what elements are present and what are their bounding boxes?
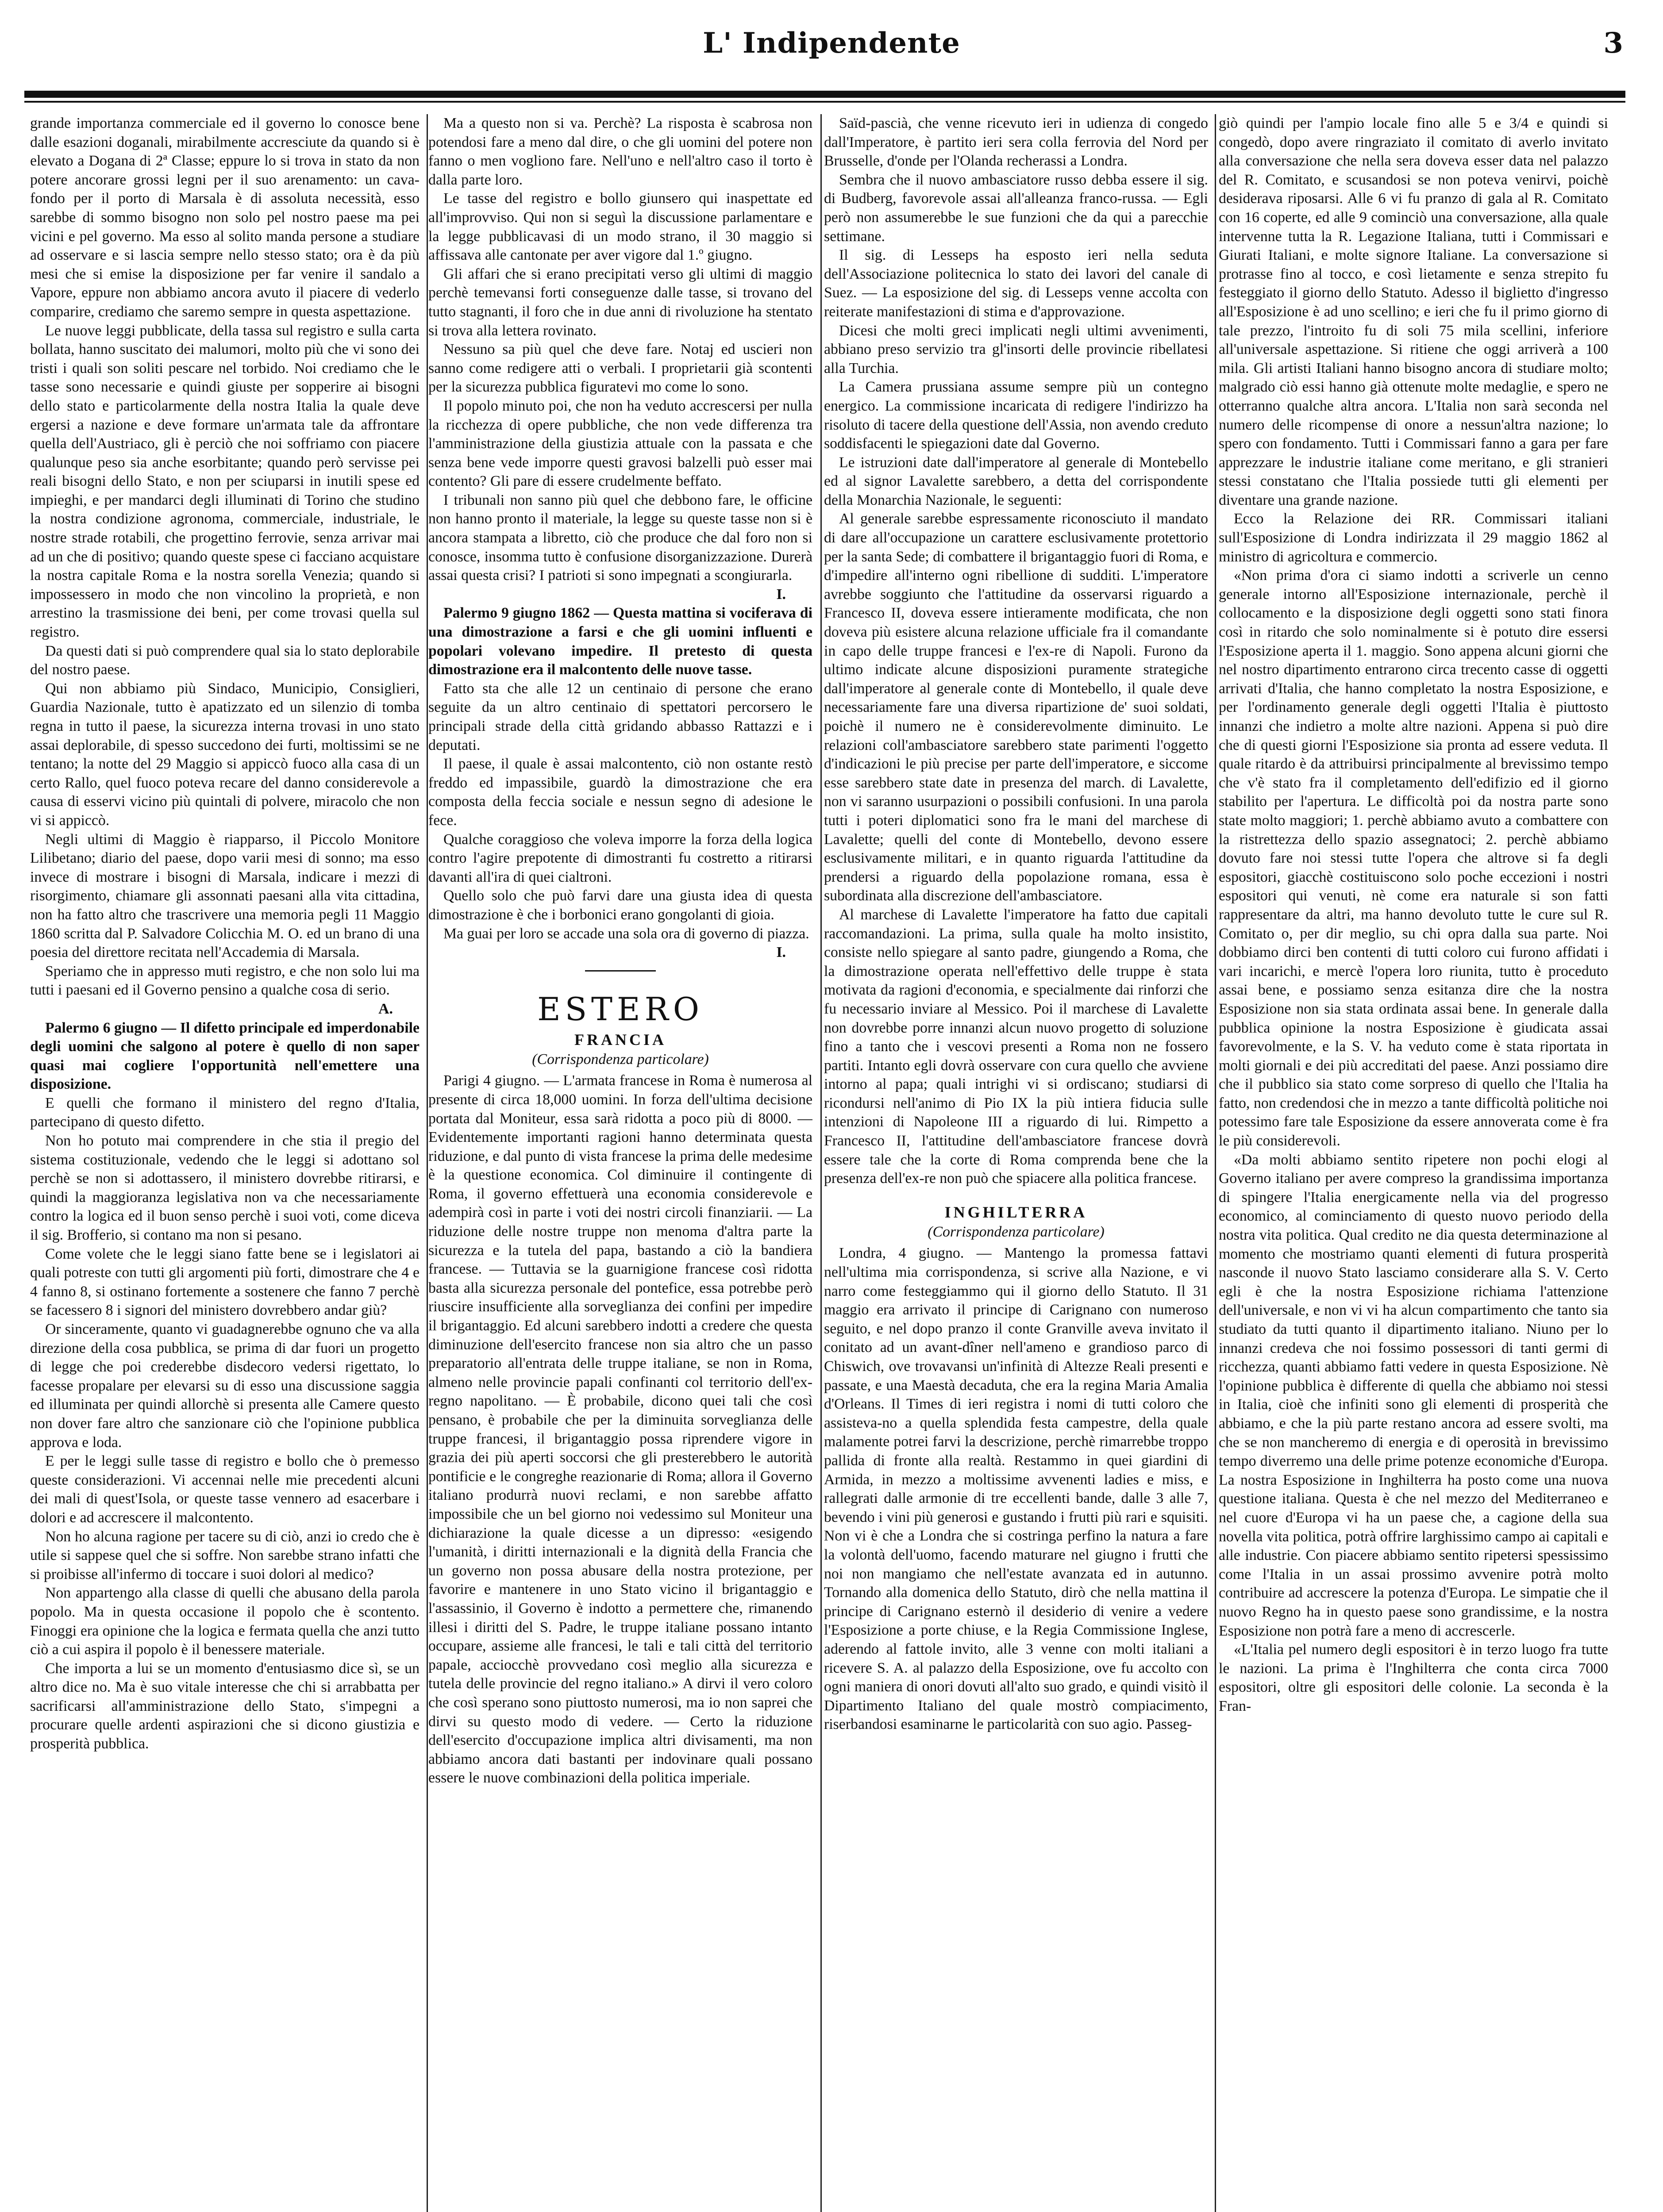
paragraph: giò quindi per l'ampio locale fino alle 5 e 3/4 e quindi si congedò, dopo avere ringraziato il comitato di averlo invitato alla conversazione che nella sera doveva esser data nel palazzo del R. Comitato, e scusandosi se non poteva venirvi, poichè desiderava riposarsi. Alle 6 vi fu pranzo di gala al R. Comitato con 16 coperte, ed alle 9 cominciò una conversazione, alla quale intervenne tutta la R. Legazione Italiana, tutti i Commissari e Giurati Italiani, e molte signore Italiane. La conversazione si protrasse fino al tocco, e così lietamente e senza strepito fu festeggiato il giorno dello Statuto. Adesso il biglietto d'ingresso all'Esposizione è ad uno scellino; e ieri che fu il primo giorno di tale prezzo, l'introito fu di soli 75 mila scellini, inferiore all'universale aspettazione. Si ritiene che oggi arriverà a 100 mila. Gli artisti Italiani hanno bisogno ancora di studiare molto; malgrado ciò essi hanno già ottenute molte medaglie, e spero ne otterranno qualche altra ancora. L'Italia non sarà seconda nel numero delle ricompense di onore a nessun'altra nazione; lo spero con fondamento. Tutti i Commissari fanno a gara per fare apprezzare le industrie italiane come meritano, e gli stranieri stessi constatano che l'Italia possiede tutti gli elementi per diventare una grande nazione. — [1219, 115, 1608, 508]
signature: A. — [378, 1000, 393, 1017]
paragraph: Ma a questo non si va. Perchè? La risposta è scabrosa non potendosi fare a meno dal dire, o che gli uomini del potere non fanno o men vogliono fare. Nell'uno e nell'altro caso il torto è dalla parte loro. — [428, 115, 812, 188]
paragraph: Il paese, il quale è assai malcontento, ciò non ostante restò freddo ed impassibile, guardò la dimostrazione che era composta della feccia sociale e nessun segno di adesione le fece. — [428, 756, 812, 829]
column-1 — [30, 114, 420, 2212]
dateline-paragraph: Palermo 9 giugno 1862 — Questa mattina si vociferava di una dimostrazione a farsi e che gli uomini influenti e popolari volevano impedire. Il pretesto di questa dimostrazione era il malcontento delle nuove tasse. — [428, 605, 812, 678]
section-heading-estero: ESTERO — [537, 990, 704, 1028]
paragraph: Le tasse del registro e bollo giunsero qui inaspettate ed all'improvviso. Qui non si seguì la discussione parlamentare e la legge pubblicavasi di un modo strano, il 30 maggio si affissava alle cantonate per aver vigore dal 1.º giugno. — [428, 190, 812, 264]
paragraph: Il sig. di Lesseps ha esposto ieri nella seduta dell'Associazione politecnica lo stato dei lavori del canale di Suez. — La esposizione del sig. di Lesseps venne accolta con reiterate manifestazioni di stima e d'approvazione. — [824, 247, 1208, 320]
section-rule — [585, 970, 656, 972]
paragraph: Negli ultimi di Maggio è riapparso, il Piccolo Monitore Lilibetano; diario del paese, dopo varii mesi di sonno; ma esso invece di mostrare i bisogni di Marsala, indicare i mezzi di risorgimento, chiamare gli assonnati paesani alla vita cittadina, non ha fatto altro che trascrivere una memoria pegli 11 Maggio 1860 scritta dal P. Salvadore Colicchia M. O. ed un brano di una poesia del direttore recitata nell'Accademia di Marsala. — [30, 831, 420, 961]
newspaper-title: L' Indipendente — [703, 27, 960, 60]
paragraph: Or sinceramente, quanto vi guadagnerebbe ognuno che va alla direzione della cosa pubblica, se prima di dar fuori un progetto di legge che poi crederebbe disdecoro vedersi rigettato, lo facesse propalare per elevarsi su di esso una discussione saggia ed illuminata per quindi allorchè si presenta alle Camere questo non dover fare altro che sanzionare ciò che l'opinione pubblica approva e loda. — [30, 1321, 420, 1451]
paragraph: Qualche coraggioso che voleva imporre la forza della logica contro l'agire prepotente di dimostranti fu costretto a ritirarsi davanti all'ira di quei cialtroni. — [428, 831, 812, 885]
column-divider — [820, 114, 822, 2212]
paragraph: Nessuno sa più quel che deve fare. Notaj ed uscieri non sanno come redigere atti o verbali. I proprietarii già scontenti per la sicurezza pubblica figuratevi mo come lo sono. — [428, 341, 812, 396]
paragraph: Il popolo minuto poi, che non ha veduto accrescersi per nulla la ricchezza di opere pubbliche, che non vede differenza tra l'amministrazione della giustizia attuale con la passata e che senza bene vede imporre questi gravosi balzelli può esser mai contento? Gli pare di essere crudelmente beffato. — [428, 397, 812, 490]
paragraph: Qui non abbiamo più Sindaco, Municipio, Consiglieri, Guardia Nazionale, tutto è apatizzato ed un silenzio di tomba regna in tutto il paese, la sicurezza interna trovasi in uno stato assai deplorabile, di spesso succedono dei furti, moltissimi se ne tentano; la notte del 29 Maggio si appiccò fuoco alla casa di un certo Rallo, quel fuoco poteva recare del danno considerevole a causa di esservi vicino più quintali di polvere, miracolo che non vi si appiccò. — [30, 680, 420, 829]
paragraph: Non ho alcuna ragione per tacere su di ciò, anzi io credo che è utile si sappese quel che si soffre. Non sarebbe strano infatti che si proibisse all'infermo di toccare i suoi dolori al medico? — [30, 1528, 420, 1582]
paragraph: grande importanza commerciale ed il governo lo conosce bene dalle esazioni doganali, mirabilmente accresciute da quando si è elevato a Dogana di 2ª Classe; eppure lo si trova in stato da non potere ancorare grossi legni per il suo arenamento: un cava-fondo per il porto di Marsala è di assoluta necessità, esso sarebbe di sommo bisogno non solo pel nostro paese ma pei vicini e pel governo. Ma esso al solito manda persone a studiare ad osservare e si lascia sempre nello stesso stato; ora è da più mesi che si emise la disposizione per far venire il sandalo a Vapore, eppure non abbiamo ancora avuto il piacere di vederlo comparire, crediamo che saremo sempre in questa aspettazione. — [30, 115, 420, 320]
paragraph: I tribunali non sanno più quel che debbono fare, le officine non hanno pronto il materiale, la legge su queste tasse non si è ancora stampata a libretto, ciò che produce che dal foro non si conosce, insomma tutto è confusione disorganizzazione. Durerà assai questa crisi? I patrioti si sono impegnati a scongiurarla. — [428, 492, 812, 584]
paragraph: Saïd-pascià, che venne ricevuto ieri in udienza di congedo dall'Imperatore, è partito ieri sera colla ferrovia del Nord per Brusselle, d'onde per l'Olanda recherassi a Londra. — [824, 115, 1208, 169]
header-rule-thin — [24, 101, 1625, 103]
paragraph: Fatto sta che alle 12 un centinaio di persone che erano seguite da un altro centinaio di spettatori percorsero le principali strade della città gridando abbasso Rattazzi e i deputati. — [428, 680, 812, 753]
paragraph: Ma guai per loro se accade una sola ora di governo di piazza. — [443, 925, 809, 942]
paragraph: «L'Italia pel numero degli espositori è in terzo luogo fra tutte le nazioni. La prima è l'Inghilterra che conta circa 7000 espositori, oltre gli espositori delle colonie. La seconda è la Fran- — [1219, 1641, 1608, 1714]
paragraph: Al marchese di Lavalette l'imperatore ha fatto due capitali raccomandazioni. La prima, sulla quale ha molto insistito, consiste nello spiegare al santo padre, giungendo a Roma, che la dimostrazione operata nell'effettivo delle truppe è stata motivata da ragioni d'economia, e specialmente dai rinforzi che fu necessario inviare al Messico. Poi il marchese di Lavalette non dovrebbe porre innanzi alcun nuovo progetto di soluzione fino a tanto che i vescovi presenti a Roma non ne fossero partiti. Intanto egli dovrà osservare con cura quello che avviene intorno al papa; quali intrighi vi si ordiscano; studiarsi di ricondursi nell'animo di Pio IX la più intiera fiducia sulle intenzioni di Napoleone III a riguardo di lui. Rimpetto a Francesco II, l'attitudine dell'ambasciatore francese dovrà essere tale che la corte di Roma comprenda bene che la presenza dell'ex-re non può che spiacere alla politica francese. — [824, 906, 1208, 1187]
paragraph: Speriamo che in appresso muti registro, e che non solo lui ma tutti i paesani ed il Governo pensino a qualche cosa di serio. — [30, 963, 420, 998]
header-rule-thick — [24, 91, 1625, 98]
paragraph: Non ho potuto mai comprendere in che stia il pregio del sistema costituzionale, vedendo che le leggi si adottano sol perchè se non si adottassero, il ministero dovrebbe ritirarsi, e quindi la maggioranza legislativa non va che necessariamente contro la logica ed il buon senso perchè i suoi voti, come diceva il sig. Brofferio, si contano ma non si pesano. — [30, 1133, 420, 1244]
correspondence-label: (Corrispondenza particolare) — [928, 1223, 1105, 1240]
paragraph: E per le leggi sulle tasse di registro e bollo che ò premesso queste considerazioni. Vi accennai nelle mie precedenti alcuni dei mali di quest'Isola, or queste tasse vennero ad esacerbare i dolori e ad accrescere il malcontento. — [30, 1453, 420, 1526]
signature: I. — [776, 586, 786, 603]
subsection-heading-inghilterra: INGHILTERRA — [944, 1203, 1088, 1221]
column-3 — [824, 114, 1208, 2212]
paragraph: «Da molti abbiamo sentito ripetere non pochi elogi al Governo italiano per avere compreso la grandissima importanza di spingere l'Italia energicamente nella via del progresso economico, al cominciamento di questo nuovo periodo della nostra vita politica. Qual credito ne dia questa determinazione al momento che mostriamo quanti elementi di futura prosperità nasconde il nuovo Stato lasciamo considerare alla S. V. Certo egli è che la nostra Esposizione richiama l'attenzione dell'universale, e non vi vi ha alcun compartimento che tanto sia studiato da tutti quanto il dipartimento italiano. Niuno per lo innanzi credeva che noi fossimo possessori di tanti germi di ricchezza, quanti abbiamo fatti vedere in questa Esposizione. Nè l'opinione pubblica è differente di quella che abbiamo noi stessi in Italia, cioè che infiniti sono gli elementi di prosperità che abbiamo, e che la più parte restano ancora ad essere svolti, ma che se non mancheremo di energia e di operosità in brevissimo tempo diverremo una delle prime potenze economiche d'Europa. La nostra Esposizione in Inghilterra ha posto come una nuova questione italiana. Questa è che nel mezzo del Mediterraneo e nel cuore d'Europa vi ha un paese che, a cagione della sua novella vita politica, potrà offrire larghissimo campo ai capitali e alle industrie. Con piacere abbiamo sentito ripetersi spessissimo come l'Italia in un assai prossimo avvenire potrà molto contribuire ad accrescere la potenza d'Europa. Le simpatie che il nuovo Regno ha in questo paese sono grandissime, e la nostra Esposizione non potrà fare a meno di accrescerle. — [1219, 1151, 1608, 1639]
paragraph: Da questi dati si può comprendere qual sia lo stato deplorabile del nostro paese. — [30, 642, 420, 678]
paragraph: La Camera prussiana assume sempre più un contegno energico. La commissione incaricata di redigere l'indirizzo ha risoluto di tacere della questione dell'Assia, non avendo creduto soddisfacenti le spiegazioni date dal Governo. — [824, 379, 1208, 452]
page-number: 3 — [1603, 27, 1623, 60]
paragraph: Come volete che le leggi siano fatte bene se i legislatori ai quali potreste con tutti gli argomenti più forti, dimostrare che 4 e 4 fanno 8, si ostinano fortemente a sostenere che fanno 7 perchè se facessero 8 i signori del ministero dovrebbero andar giù? — [30, 1245, 420, 1319]
paragraph: Quello solo che può farvi dare una giusta idea di questa dimostrazione è che i borbonici erano gongolanti di gioia. — [428, 887, 812, 923]
column-divider — [1215, 114, 1216, 2212]
paragraph: E quelli che formano il ministero del regno d'Italia, partecipano di questo difetto. — [30, 1094, 420, 1130]
column-2-content — [428, 114, 812, 2212]
paragraph: Le nuove leggi pubblicate, della tassa sul registro e sulla carta bollata, hanno suscitato dei malumori, molto più che vi sono dei tristi i quali son soliti pescare nel torbido. Noi crediamo che le tasse sono necessarie e quindi giuste per sopperire ai bisogni dello stato e particolarmente della nostra Italia la quale deve ergersi a nazione e deve formare un'armata tale da affrontare quella dell'Austriaco, gli è perciò che noi soffriamo con piacere qualunque peso sia anche esorbitante; quando però servisse pei reali bisogni dello Stato, e non per sciuparsi in inutili spese ed impieghi, e per mandarci degli illuminati di Torino che studino la nostra condizione agronoma, commerciale, industriale, le nostre strade rotabili, che progettino ferrovie, senza arrivar mai ad un che di positivo; quando queste spese ci facciano acquistare la nostra capitale Roma e la nostra sorella Venezia; quando si impossessero in modo che non vincolino la proprietà, e non arrestino la trasmissione dei beni, per come trovasi quella sul registro. — [30, 322, 420, 641]
dateline-paragraph: Palermo 6 giugno — Il difetto principale ed imperdonabile degli uomini che salgono al potere è quello di non saper quasi mai cogliere l'opportunità nell'emettere una disposizione. — [30, 1019, 420, 1093]
column-4 — [1219, 114, 1608, 2212]
correspondence-label: (Corrispondenza particolare) — [532, 1051, 709, 1068]
masthead — [0, 27, 1663, 66]
paragraph: Dicesi che molti greci implicati negli ultimi avvenimenti, abbiano preso servizio tra gl'insorti delle provincie ribellatesi alla Turchia. — [824, 322, 1208, 376]
paragraph: Che importa a lui se un momento d'entusiasmo dice sì, se un altro dice no. Ma è suo vitale interesse che chi si arrabbatta per sacrificarsi all'amministrazione dello Stato, s'impegni a procurare quelle ardenti aspirazioni che si dicono giustizia e prosperità pubblica. — [30, 1660, 420, 1752]
paragraph: Le istruzioni date dall'imperatore al generale di Montebello ed al signor Lavalette sarebbero, a detta del corrispondente della Monarchia Nazionale, le seguenti: — [824, 454, 1208, 508]
paragraph: Sembra che il nuovo ambasciatore russo debba essere il sig. di Budberg, favorevole assai all'alleanza franco-russa. — Egli però non assumerebbe le sue funzioni che da qui a parecchie settimane. — [824, 171, 1208, 245]
paragraph: Ecco la Relazione dei RR. Commissari italiani sull'Esposizione di Londra indirizzata il 29 maggio 1862 al ministro di agricoltura e commercio. — [1219, 511, 1608, 565]
dateline-paragraph: Parigi 4 giugno. — L'armata francese in Roma è numerosa al presente di circa 18,000 uomini. In forza dell'ultima decisione portata dal Moniteur, essa sarà ridotta a poco più di 8000. — Evidentemente importanti ragioni hanno determinata questa riduzione, e dal punto di vista francese la prima delle medesime è la questione economica. Col diminuire il contingente di Roma, il governo effettuerà una economia considerevole e adempirà così in parte i voti dei nostri circoli finanziarii. — La riduzione delle nostre truppe non menoma d'altra parte la sicurezza e la tutela del papa, bastando a ciò la bandiera francese. — Tuttavia se la guarnigione francese così ridotta basta alla sicurezza personale del pontefice, essa potrebbe però riuscire insufficiente alla sorveglianza dei confini per impedire il brigantaggio. Ed alcuni sarebbero indotti a credere che questa diminuzione dell'esercito francese non sia altro che un passo preparatorio all'entrata delle truppe italiane, se non in Roma, almeno nelle provincie papali confinanti col territorio dell'ex-regno napolitano. — È probabile, dicono quei tali che così pensano, è probabile che per la diminuita sorveglianza delle truppe francesi, il brigantaggio possa riprendere vigore in grazia dei più aperti soccorsi che gli presterebbero le autorità pontificie e le congreghe reazionarie di Roma; allora il Governo italiano produrrà nuovi reclami, e non sarebbe affatto impossibile che un bel giorno noi vedessimo sul Moniteur una dichiarazione la quale dicesse a un dipresso: «esigendo l'umanità, i diritti internazionali e la dignità della Francia che un governo non possa abusare della nostra protezione, per favorire e mantenere in uno Stato vicino il brigantaggio e l'assassinio, il Governo è indotto a permettere che, rimanendo illesi i diritti del S. Padre, le truppe italiane possano intanto occupare, assieme alle francesi, le tali e tali città del territorio papale, acciocchè provvedano così meglio alla sicurezza e tutela delle provincie del regno italiano.» A dirvi il vero coloro che così sperano sono piuttosto numerosi, ma io non saprei che dirvi su questo modo di vedere. — Certo la riduzione dell'esercito d'occupazione implica altri divisamenti, ma non abbiamo ancora dati bastanti per indovinare quali possano essere le nuove combinazioni della politica imperiale. — [428, 1072, 812, 1786]
paragraph: Al generale sarebbe espressamente riconosciuto il mandato di dare all'occupazione un carattere esclusivamente protettorio per la santa Sede; di combattere il brigantaggio fuori di Roma, e d'impedire all'interno ogni ribellione di sudditi. L'imperatore avrebbe soggiunto che l'attitudine da osservarsi riguardo a Francesco II, doveva essere intieramente modificata, che non doveva più esistere alcuna relazione ufficiale fra il comandante in capo delle truppe francesi e l'ex-re di Napoli. Furono da ultimo indicate alcune disposizioni puramente strategiche dall'imperatore al generale conte di Montebello, il quale deve necessariamente fare una diversa ripartizione de' suoi soldati, poichè il numero ne è considerevolmente diminuito. Le relazioni coll'ambasciatore sarebbero state parimenti l'oggetto d'indicazioni le più precise per parte dell'imperatore, e siccome esse sarebbero state date in presenza del march. di Lavalette, non vi saranno usurpazioni o possibili confusioni. In una parola tutti i poteri diplomatici sono fra le mani del marchese di Lavalette; quelli del conte di Montebello, devono essere esclusivamente militari, e in quanto riguarda l'attitudine da prendersi a riguardo della popolazione romana, essa è subordinata alla discrezione dell'ambasciatore. — [824, 511, 1208, 904]
signature: I. — [776, 944, 786, 961]
subsection-heading-francia: FRANCIA — [574, 1030, 666, 1048]
paragraph: Non appartengo alla classe di quelli che abusano della parola popolo. Ma in questa occasione il popolo che è scontento. Finoggi era opinione che la logica e fermata quella che anzi tutto ciò a cui aspira il popolo è il benessere materiale. — [30, 1585, 420, 1658]
paragraph: «Non prima d'ora ci siamo indotti a scriverle un cenno generale intorno all'Esposizione internazionale, perchè il collocamento e la disposizione degli oggetti sono stati finora così in ritardo che solo nominalmente si è potuto dire essersi l'Esposizione aperta il 1. maggio. Sono appena alcuni giorni che nel nostro dipartimento entrarono circa trecento casse di oggetti arrivati d'Italia, che hanno completato la nostra Esposizione, e per l'ordinamento generale degli oggetti l'Italia è piuttosto innanzi che indietro a molte altre nazioni. Appena si può dire che di questi giorni l'Esposizione sia pronta ad essere veduta. Il quale ritardo è da attribuirsi principalmente al brevissimo tempo che v'è stato fra il completamento dell'edifizio ed il giorno stabilito per l'apertura. Le difficoltà poi da nostra parte sono state molto maggiori; 1. perchè abbiamo avuto a combattere con la ristrettezza dello spazio assegnatoci; 2. perchè abbiamo dovuto fare noi stessi tutte l'opera che altrove si fa degli espositori, giacchè costituiscono solo poche eccezioni i nostri espositori qui venuti, nè come era naturale si son fatti rappresentare da altri, ma hanno devoluto tutte le cure sul R. Comitato o, per dir meglio, su chi opra dalla sua parte. Noi dobbiamo dirci ben contenti di tutti coloro cui furono affidati i vari incarichi, e mercè l'opera loro riunita, tutto è proceduto assai bene, e possiamo senza esitanza dire che la nostra Esposizione non sia stata ordinata assai bene. In generale dalla pubblica opinione la nostra Esposizione è giudicata assai favorevolmente, e la S. V. ha veduto come è stata riportata in molti giornali e dei più accreditati del paese. Anzi possiamo dire che il pubblico sia stato come sorpreso di quello che l'Italia ha fatto, non credendosi che in mezzo a tante difficoltà politiche noi potessimo fare tale Esposizione da essere annoverata come è fra le più considerevoli. — [1219, 567, 1608, 1149]
paragraph: Londra, 4 giugno. — Mantengo la promessa fattavi nell'ultima mia corrispondenza, si scrive alla Nazione, e vi narro come festeggiammo qui il giorno dello Statuto. Il 31 maggio era arrivato il principe di Carignano con numeroso seguito, e nel dopo pranzo il conte Granville aveva invitato il conitato ad un avant-dîner nell'ameno e grandioso parco di Chiswich, ove trovavansi un'infinità di Altezze Reali presenti e passate, e una Maestà decaduta, che era la regina Maria Amalia d'Orleans. Il Times di ieri registra i nomi di tutti coloro che assisteva-no a quella splendida festa campestre, della quale malamente potrei farvi la descrizione, perchè rimarrebbe troppo pallida di fronte alla realtà. Restammo in quei giardini di Armida, in mezzo a moltissime avvenenti ladies e miss, e rallegrati dalle armonie di tre eccellenti bande, dalle 3 alle 7, bevendo i vini più generosi e gustando i frutti più rari e squisiti. Non vi è che a Londra che si costringa perfino la natura a fare la volontà dell'uomo, facendo maturare nel giugno i frutti che noi non mangiamo che nell'estate avanzata ed in autunno. Tornando alla domenica dello Statuto, dirò che nella mattina il principe di Carignano esternò il desiderio di venire a vedere l'Esposizione a porte chiuse, e la Regia Commissione Inglese, aderendo al fattole invito, alle 3 venne con molti italiani a ricevere S. A. al palazzo della Esposizione, ove fu accolto con ogni maniera di onori dovuti all'alto suo grado, e quindi visitò il Dipartimento Italiano del quale mostrò compiacimento, riserbandosi esaminarne le particolarità con suo agio. Passeg- — [824, 1245, 1208, 1733]
paragraph: Gli affari che si erano precipitati verso gli ultimi di maggio perchè temevansi forti conseguenze dalle tasse, si trovano del tutto stagnanti, il foro che in due anni di rivoluzione ha stentato si trova alla lettera rovinato. — [428, 265, 812, 339]
